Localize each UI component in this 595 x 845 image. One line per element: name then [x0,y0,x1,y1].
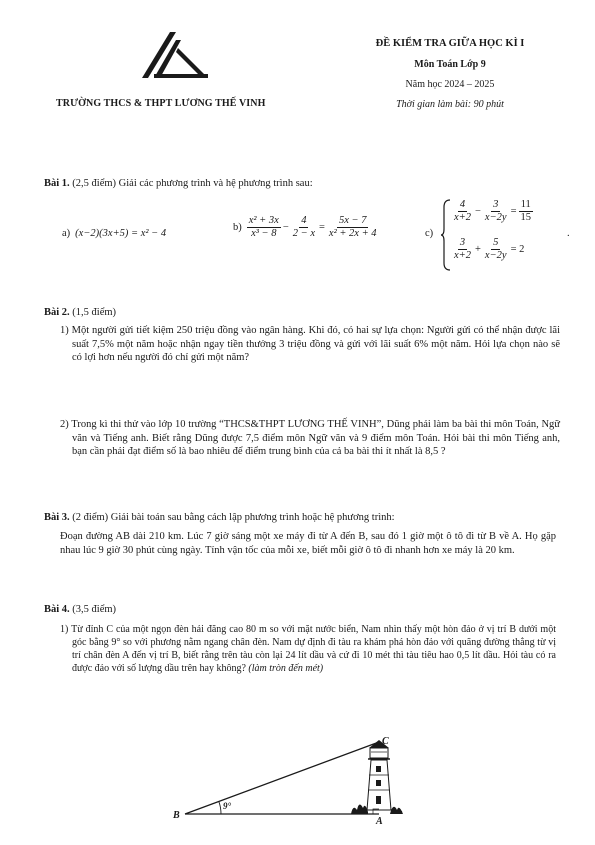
bai1-c-line-1: $\frac{4}{x+2}$ − $\frac{3}{x-2y}$ = $\frac{11}{15}$ [454,199,531,224]
exam-duration: Thời gian làm bài: 90 phút [396,99,504,110]
bai1-b-fraction-1: $\frac{\text{x² + 3x}}{\text{x³ − 8}}$ [248,215,279,240]
bai4-title: Bài 4. [44,604,70,615]
bai1-b-fraction-2: $\frac{4}{2 - x}$ [292,215,315,240]
bai1-c-end: . [567,228,570,239]
school-year: Năm học 2024 – 2025 [405,79,495,90]
label-a: A [376,816,383,825]
label-c: C [382,736,389,747]
bai2-points: (1,5 điểm) [72,307,117,318]
bai2-question-2: 2) Trong kì thi thử vào lớp 10 trường “THCS&THPT LƯƠNG THẾ VINH”, Dũng phải làm ba bài thi môn Toán, Ngữ văn và Tiếng anh. Biết rằng Dũng được 7,5 điểm môn Ngữ văn và 9 điểm môn Toán. Hỏi bài thi môn Tiếng anh, bạn cần phải đạt điểm số là bao nhiêu để điểm trung bình của cả ba bài thi ít nhất là 8,5 ? [60,419,560,458]
bai3-points: (2 điểm) [72,512,109,523]
school-logo [140,30,210,80]
bai4-points: (3,5 điểm) [72,604,117,615]
lighthouse-icon [367,740,391,810]
bai4-rounding-note: (làm tròn đến mét) [248,663,324,674]
bai1-part-b: b) $\frac{\text{x² + 3x}}{\text{x³ − 8}}$ − $\frac{4}{2 - x}$ = $\frac{5x - 7}{\text{x² + 2x + 4}}$ [233,215,377,240]
bai4-heading [44,603,116,617]
system-brace [441,199,451,271]
bai1-heading [44,177,313,191]
lighthouse-figure [165,730,405,825]
bai3-body: Đoạn đường AB dài 210 km. Lúc 7 giờ sáng một xe máy đi từ A đến B, sau đó 1 giờ một ô tô đi từ B về A. Họ gặp nhau lúc 9 giờ 30 phút cùng ngày. Tính vận tốc của mỗi xe, biết mỗi giờ ô tô đi nhanh hơn xe máy là 20 km. [60,531,556,556]
exam-subject: Môn Toán Lớp 9 [414,59,486,70]
bai1-part-a [61,227,167,241]
bai1-b-fraction-3: $\frac{5x - 7}{\text{x² + 2x + 4}}$ [328,215,377,240]
bai1-a-label: a) [62,228,71,239]
bai2-heading [44,306,116,320]
bai1-part-c [425,195,585,275]
bai1-b-label: b) [233,221,242,233]
bai3-heading [44,511,395,525]
bai1-prompt: Giải các phương trình và hệ phương trình sau: [118,178,313,189]
exam-title: ĐỀ KIỂM TRA GIỮA HỌC KÌ I [375,38,525,49]
bai4-question-1: 1) Từ đỉnh C của một ngọn đèn hải đăng cao 80 m so với mặt nước biển, Nam nhìn thấy một hòn đảo ở vị trí B dưới một góc bằng 9° so với phương nằm ngang chân đèn. Nam dự định đi tàu ra khám phá hòn đảo với quãng đường thẳng từ vị trí chân đèn A đến vị trí B, biết rằng trên tàu còn lại 24 lít dầu và cứ đi 10 mét thì tàu tiêu hao 0,5 lít dầu. Hỏi tàu có ra được đảo với số lượng dầu trên hay không? (làm tròn đến mét) [60,624,556,674]
angle-label: 9° [223,801,232,811]
bai2-question-1: 1) Một người gửi tiết kiệm 250 triệu đồng vào ngân hàng. Khi đó, có hai sự lựa chọn: Người gửi có thể nhận được lãi suất 7,5% một năm hoặc nhận ngay tiền thưởng 3 triệu đồng và gửi với lãi suất 6% một năm. Hỏi lựa chọn nào sẽ có lợi hơn nếu người đó chỉ gửi một năm? [60,325,560,364]
bai1-title: Bài 1. [44,178,70,189]
angle-arc [219,802,221,814]
bai3-title: Bài 3. [44,512,70,523]
bai1-c-label: c) [425,228,434,239]
bai1-c-line-2: $\frac{3}{x+2}$ + $\frac{5}{x-2y}$ = 2 [454,237,525,262]
bai3-prompt: Giải bài toán sau bằng cách lập phương trình hoặc hệ phương trình: [110,512,395,523]
bai1-a-expr: (x−2)(3x+5) = x² − 4 [75,228,167,239]
segment-bc [185,742,379,814]
bai2-title: Bài 2. [44,307,70,318]
school-name: TRƯỜNG THCS & THPT LƯƠNG THẾ VINH [56,98,266,109]
bai1-points: (2,5 điểm) [72,178,117,189]
label-b: B [173,810,180,821]
